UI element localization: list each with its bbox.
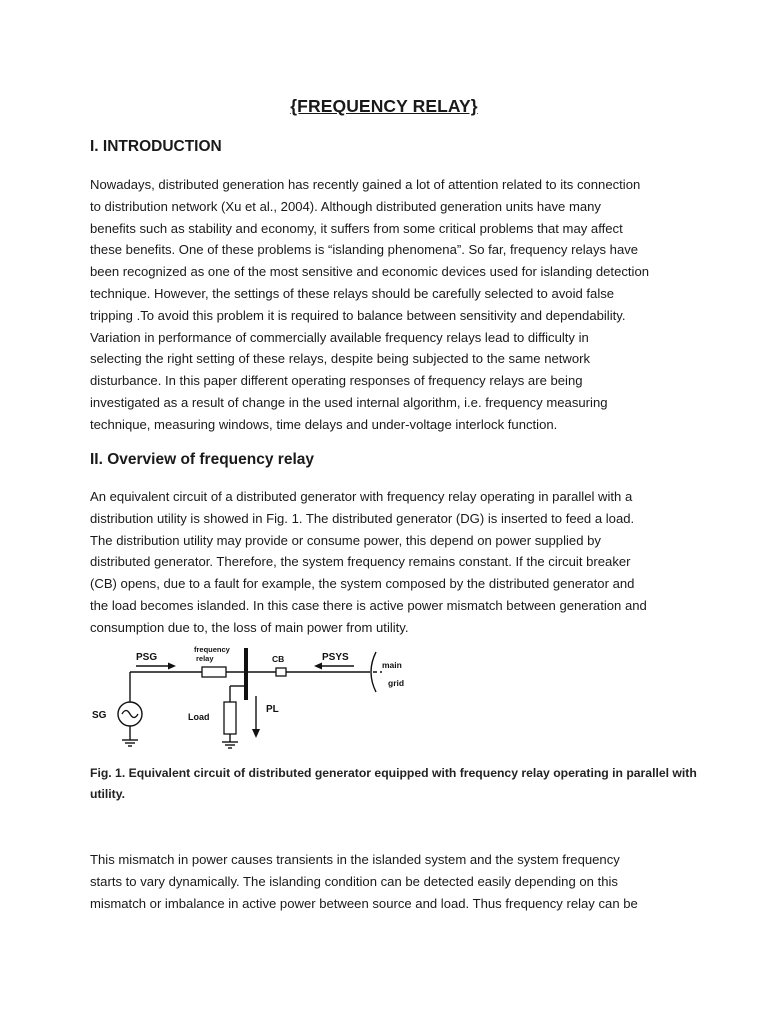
paragraph-line: technique. However, the settings of these relays should be carefully selected to avoid false: [90, 285, 615, 301]
relay-box: [202, 667, 226, 677]
paragraph-line: the load becomes islanded. In this case there is active power mismatch between generation and: [90, 597, 647, 613]
paragraph-line: Variation in performance of commercially available frequency relays lead to difficulty in: [90, 329, 589, 345]
paragraph-line: technique, measuring windows, time delays and under-voltage interlock function.: [90, 416, 558, 432]
islanding-paragraph: [90, 849, 690, 914]
psg-label: PSG: [136, 652, 158, 663]
paragraph-line: Nowadays, distributed generation has recently gained a lot of attention related to its connection: [90, 177, 641, 192]
relay-label-line1: frequency: [194, 645, 230, 654]
paragraph-line: to distribution network (Xu et al., 2004). Although distributed generation units have many: [90, 198, 601, 214]
introduction-paragraph: [90, 174, 690, 436]
circuit-breaker-box: [276, 668, 286, 676]
caption-line: Fig. 1. Equivalent circuit of distributed generator equipped with frequency relay operating in parallel with: [90, 766, 697, 780]
paragraph-line: mismatch or imbalance in active power between source and load. Thus frequency relay can be: [90, 895, 638, 911]
paragraph-line: disturbance. In this paper different operating responses of frequency relays are being: [90, 373, 583, 389]
load-resistor: [224, 702, 236, 734]
pl-label: PL: [266, 704, 279, 715]
paragraph-line: The distribution utility may provide or consume power, this depend on power supplied by: [90, 532, 601, 548]
paragraph-line: benefits such as stability and economy, it suffers from some critical problems that may affect: [90, 220, 623, 236]
paragraph-line: tripping .To avoid this problem it is required to balance between sensitivity and dependability.: [90, 307, 626, 323]
cb-label: CB: [272, 654, 285, 664]
main-label: main: [382, 660, 402, 670]
paragraph-line: investigated as a result of change in the used internal algorithm, i.e. frequency measuring: [90, 394, 608, 410]
overview-paragraph: [90, 486, 690, 639]
paragraph-line: starts to vary dynamically. The islanding condition can be detected easily depending on this: [90, 873, 618, 889]
paragraph-line: distribution utility is showed in Fig. 1. The distributed generator (DG) is inserted to feed a load.: [90, 510, 635, 526]
relay-label-line2: relay: [196, 654, 214, 663]
paragraph-line: (CB) opens, due to a fault for example, the system composed by the distributed generator and: [90, 576, 635, 592]
section-heading-overview: II. Overview of frequency relay: [90, 451, 314, 468]
document-title: {FREQUENCY RELAY}: [290, 96, 478, 116]
paragraph-line: selecting the right setting of these relays, despite being subjected to the same network: [90, 351, 591, 367]
busbar: [244, 648, 248, 700]
paragraph-line: This mismatch in power causes transients in the islanded system and the system frequency: [90, 852, 620, 867]
section-heading-introduction: I. INTRODUCTION: [90, 138, 222, 155]
paragraph-line: distributed generator. Therefore, the system frequency remains constant. If the circuit breaker: [90, 554, 631, 570]
paragraph-line: these benefits. One of these problems is “islanding phenomena”. So far, frequency relays have: [90, 242, 639, 258]
equivalent-circuit-figure: [90, 640, 450, 760]
paragraph-line: An equivalent circuit of a distributed generator with frequency relay operating in parallel with a: [90, 489, 633, 504]
figure-caption: [90, 763, 697, 804]
grid-label: grid: [388, 678, 405, 688]
paragraph-line: consumption due to, the loss of main power from utility.: [90, 619, 409, 635]
sg-label: SG: [92, 710, 107, 721]
load-label: Load: [188, 712, 210, 722]
caption-line: utility.: [90, 786, 125, 801]
paragraph-line: been recognized as one of the most sensitive and economic devices used for islanding detection: [90, 264, 650, 280]
psys-label: PSYS: [322, 652, 349, 663]
